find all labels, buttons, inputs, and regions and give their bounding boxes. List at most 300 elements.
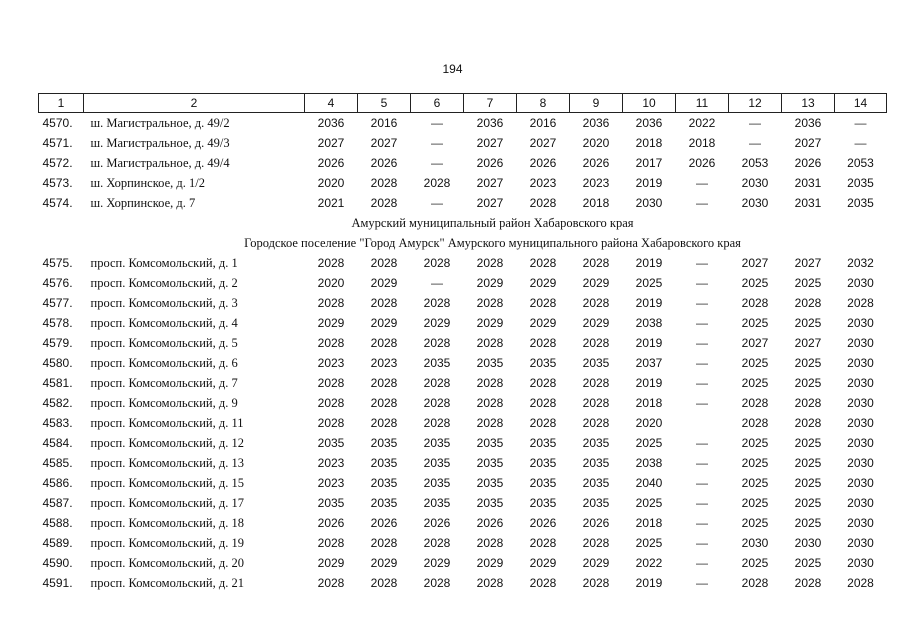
year-cell-col-8: 2028 [529,256,557,270]
year-cell-col-13: 2028 [794,416,822,430]
row-number-cell: 4584. [42,436,73,450]
year-cell-col-5: 2023 [370,356,398,370]
table-row [39,293,887,313]
table-row [39,553,887,573]
year-cell-col-6: 2028 [423,376,451,390]
column-header-2: 2 [84,94,305,113]
year-cell-col-7: 2027 [476,136,504,150]
year-cell-col-4: 2029 [317,316,345,330]
year-cell-col-14: 2030 [847,556,874,570]
year-cell-col-10: 2030 [635,196,663,210]
row-number-cell: 4587. [42,496,73,510]
year-cell-col-11: — [696,436,708,450]
table-row [39,193,887,213]
address-cell: просп. Комсомольский, д. 4 [90,315,238,330]
year-cell-col-12: — [749,136,761,150]
year-cell-col-12: 2025 [741,556,769,570]
table-row [39,333,887,353]
year-cell-col-4: 2035 [317,436,345,450]
year-cell-col-11: 2018 [688,136,716,150]
year-cell-col-6: 2028 [423,416,451,430]
year-cell-col-8: 2028 [529,536,557,550]
year-cell-col-11: — [696,556,708,570]
year-cell-col-10: 2025 [635,536,663,550]
year-cell-col-14: 2035 [847,176,874,190]
year-cell-col-11: — [696,396,708,410]
year-cell-col-4: 2020 [317,276,345,290]
year-cell-col-11: — [696,376,708,390]
year-cell-col-6: 2028 [423,296,451,310]
table-row [39,173,887,193]
row-number-cell: 4586. [42,476,73,490]
year-cell-col-10: 2038 [635,456,663,470]
year-cell-col-7: 2028 [476,536,504,550]
year-cell-col-7: 2026 [476,156,504,170]
year-cell-col-6: 2035 [423,456,451,470]
column-header-13: 13 [782,94,835,113]
year-cell-col-10: 2020 [635,416,663,430]
year-cell-col-10: 2025 [635,276,663,290]
year-cell-col-14: 2035 [847,196,874,210]
year-cell-col-4: 2026 [317,156,345,170]
year-cell-col-14: — [854,116,867,130]
year-cell-col-9: 2029 [582,556,610,570]
row-number-cell: 4571. [42,136,73,150]
year-cell-col-14: 2030 [847,456,874,470]
year-cell-col-9: 2035 [582,356,610,370]
year-cell-col-6: 2028 [423,536,451,550]
year-cell-col-14: 2030 [847,376,874,390]
year-cell-col-8: 2028 [529,576,557,590]
year-cell-col-7: 2028 [476,256,504,270]
address-cell: просп. Комсомольский, д. 20 [90,555,244,570]
year-cell-col-8: 2029 [529,276,557,290]
year-cell-col-7: 2028 [476,576,504,590]
year-cell-col-13: 2025 [794,436,822,450]
year-cell-col-6: — [431,136,443,150]
year-cell-col-9: 2028 [582,396,610,410]
year-cell-col-9: 2020 [582,136,610,150]
year-cell-col-4: 2021 [317,196,345,210]
address-cell: просп. Комсомольский, д. 13 [90,455,244,470]
row-number-cell: 4580. [42,356,73,370]
section-heading-row [39,213,887,233]
row-number-cell: 4582. [42,396,73,410]
year-cell-col-11: — [696,316,708,330]
year-cell-col-9: 2035 [582,496,610,510]
year-cell-col-6: 2035 [423,436,451,450]
year-cell-col-10: 2019 [635,576,663,590]
table-row [39,433,887,453]
year-cell-col-12: 2025 [741,376,769,390]
year-cell-col-12: 2030 [741,196,769,210]
year-cell-col-6: — [431,156,443,170]
year-cell-col-10: 2019 [635,336,663,350]
year-cell-col-7: 2035 [476,456,504,470]
year-cell-col-9: 2035 [582,476,610,490]
year-cell-col-13: 2028 [794,296,822,310]
row-number-cell: 4589. [42,536,73,550]
year-cell-col-9: 2026 [582,516,610,530]
page-number: 194 [442,62,463,76]
year-cell-col-7: 2027 [476,176,504,190]
year-cell-col-9: 2028 [582,416,610,430]
table-row [39,153,887,173]
year-cell-col-8: 2016 [529,116,557,130]
year-cell-col-11: 2022 [688,116,716,130]
table-header-row [39,94,887,113]
column-header-1: 1 [39,94,84,113]
year-cell-col-7: 2028 [476,376,504,390]
column-header-6: 6 [411,94,464,113]
year-cell-col-6: 2035 [423,356,451,370]
year-cell-col-12: 2025 [741,436,769,450]
year-cell-col-9: 2029 [582,316,610,330]
address-cell: просп. Комсомольский, д. 7 [90,375,238,390]
year-cell-col-14: 2032 [847,256,874,270]
year-cell-col-9: 2026 [582,156,610,170]
year-cell-col-4: 2026 [317,516,345,530]
table-row [39,493,887,513]
year-cell-col-9: 2028 [582,336,610,350]
year-cell-col-8: 2026 [529,156,557,170]
year-cell-col-12: 2030 [741,536,769,550]
year-cell-col-10: 2018 [635,516,663,530]
year-cell-col-14: 2030 [847,356,874,370]
table-row [39,133,887,153]
table-row [39,473,887,493]
year-cell-col-14: 2030 [847,516,874,530]
year-cell-col-10: 2040 [635,476,663,490]
year-cell-col-8: 2029 [529,556,557,570]
column-header-7: 7 [464,94,517,113]
table-row [39,353,887,373]
year-cell-col-7: 2028 [476,416,504,430]
year-cell-col-6: 2026 [423,516,451,530]
column-header-12: 12 [729,94,782,113]
year-cell-col-8: 2028 [529,376,557,390]
row-number-cell: 4573. [42,176,73,190]
year-cell-col-4: 2028 [317,336,345,350]
table-row [39,413,887,433]
address-cell: просп. Комсомольский, д. 6 [90,355,238,370]
row-number-cell: 4591. [42,576,73,590]
address-cell: просп. Комсомольский, д. 5 [90,335,238,350]
year-cell-col-10: 2017 [635,156,663,170]
table-row [39,313,887,333]
year-cell-col-6: 2029 [423,316,451,330]
year-cell-col-10: 2019 [635,176,663,190]
year-cell-col-4: 2023 [317,456,345,470]
table-row [39,393,887,413]
row-number-cell: 4574. [42,196,73,210]
year-cell-col-9: 2028 [582,256,610,270]
address-cell: просп. Комсомольский, д. 17 [90,495,244,510]
year-cell-col-8: 2028 [529,416,557,430]
year-cell-col-12: 2030 [741,176,769,190]
year-cell-col-8: 2028 [529,396,557,410]
year-cell-col-5: 2028 [370,176,398,190]
year-cell-col-13: 2025 [794,496,822,510]
year-cell-col-4: 2028 [317,536,345,550]
column-header-14: 14 [835,94,887,113]
year-cell-col-6: 2028 [423,396,451,410]
address-cell: просп. Комсомольский, д. 18 [90,515,244,530]
year-cell-col-9: 2029 [582,276,610,290]
year-cell-col-5: 2026 [370,516,398,530]
year-cell-col-14: 2028 [847,296,874,310]
year-cell-col-11: — [696,536,708,550]
year-cell-col-11: — [696,336,708,350]
table-body [39,113,887,594]
year-cell-col-14: 2030 [847,396,874,410]
year-cell-col-14: 2030 [847,336,874,350]
year-cell-col-7: 2028 [476,336,504,350]
year-cell-col-4: 2028 [317,376,345,390]
section-heading: Городское поселение "Город Амурск" Амурского муниципального района Хабаровского края [244,235,741,250]
address-cell: просп. Комсомольский, д. 11 [90,415,244,430]
year-cell-col-10: 2022 [635,556,663,570]
year-cell-col-14: 2030 [847,276,874,290]
year-cell-col-9: 2023 [582,176,610,190]
year-cell-col-10: 2019 [635,256,663,270]
year-cell-col-4: 2028 [317,396,345,410]
row-number-cell: 4588. [42,516,73,530]
address-cell: ш. Хорпинское, д. 1/2 [90,175,205,190]
row-number-cell: 4570. [42,116,73,130]
year-cell-col-11: 2026 [688,156,716,170]
row-number-cell: 4590. [42,556,73,570]
row-number-cell: 4577. [42,296,73,310]
year-cell-col-4: 2028 [317,296,345,310]
section-heading-row [39,233,887,253]
year-cell-col-14: 2053 [847,156,874,170]
year-cell-col-10: 2019 [635,376,663,390]
year-cell-col-6: 2029 [423,556,451,570]
year-cell-col-10: 2018 [635,396,663,410]
year-cell-col-13: 2027 [794,136,822,150]
year-cell-col-11: — [696,296,708,310]
address-cell: просп. Комсомольский, д. 3 [90,295,238,310]
year-cell-col-8: 2035 [529,496,557,510]
year-cell-col-8: 2035 [529,436,557,450]
year-cell-col-5: 2028 [370,396,398,410]
year-cell-col-12: 2027 [741,256,769,270]
year-cell-col-13: 2025 [794,316,822,330]
year-cell-col-13: 2028 [794,396,822,410]
year-cell-col-6: — [431,116,443,130]
year-cell-col-10: 2038 [635,316,663,330]
row-number-cell: 4575. [42,256,73,270]
year-cell-col-10: 2037 [635,356,663,370]
year-cell-col-6: 2028 [423,256,451,270]
row-number-cell: 4572. [42,156,73,170]
year-cell-col-13: 2025 [794,456,822,470]
year-cell-col-9: 2018 [582,196,610,210]
year-cell-col-12: 2025 [741,276,769,290]
year-cell-col-7: 2035 [476,356,504,370]
year-cell-col-8: 2035 [529,476,557,490]
column-header-11: 11 [676,94,729,113]
year-cell-col-5: 2028 [370,256,398,270]
year-cell-col-9: 2028 [582,376,610,390]
year-cell-col-5: 2028 [370,336,398,350]
year-cell-col-14: 2030 [847,536,874,550]
year-cell-col-7: 2028 [476,296,504,310]
year-cell-col-13: 2025 [794,556,822,570]
row-number-cell: 4583. [42,416,73,430]
year-cell-col-7: 2036 [476,116,504,130]
year-cell-col-6: 2035 [423,476,451,490]
year-cell-col-12: 2025 [741,456,769,470]
table-row [39,573,887,593]
year-cell-col-5: 2028 [370,376,398,390]
year-cell-col-8: 2026 [529,516,557,530]
year-cell-col-7: 2035 [476,436,504,450]
year-cell-col-11: — [696,576,708,590]
year-cell-col-12: 2025 [741,516,769,530]
year-cell-col-14: 2030 [847,496,874,510]
year-cell-col-13: 2025 [794,516,822,530]
year-cell-col-14: 2028 [847,576,874,590]
address-cell: ш. Магистральное, д. 49/3 [90,135,230,150]
year-cell-col-5: 2026 [370,156,398,170]
year-cell-col-7: 2035 [476,496,504,510]
year-cell-col-8: 2035 [529,356,557,370]
year-cell-col-5: 2016 [370,116,398,130]
row-number-cell: 4579. [42,336,73,350]
year-cell-col-9: 2028 [582,296,610,310]
year-cell-col-13: 2026 [794,156,822,170]
column-header-5: 5 [358,94,411,113]
year-cell-col-10: 2036 [635,116,663,130]
year-cell-col-5: 2028 [370,536,398,550]
year-cell-col-5: 2029 [370,316,398,330]
year-cell-col-4: 2028 [317,256,345,270]
year-cell-col-12: 2025 [741,496,769,510]
year-cell-col-8: 2035 [529,456,557,470]
year-cell-col-14: 2030 [847,316,874,330]
year-cell-col-5: 2028 [370,296,398,310]
year-cell-col-6: — [431,196,443,210]
section-heading: Амурский муниципальный район Хабаровского края [351,215,634,230]
schedule-table [38,93,887,593]
year-cell-col-5: 2035 [370,456,398,470]
year-cell-col-6: — [431,276,443,290]
year-cell-col-13: 2025 [794,376,822,390]
column-header-4: 4 [305,94,358,113]
year-cell-col-12: 2028 [741,576,769,590]
year-cell-col-13: 2030 [794,536,822,550]
year-cell-col-14: — [854,136,867,150]
year-cell-col-4: 2023 [317,356,345,370]
year-cell-col-5: 2028 [370,576,398,590]
year-cell-col-8: 2028 [529,336,557,350]
table-row [39,273,887,293]
year-cell-col-8: 2028 [529,196,557,210]
year-cell-col-11: — [696,516,708,530]
year-cell-col-6: 2028 [423,576,451,590]
year-cell-col-10: 2019 [635,296,663,310]
year-cell-col-7: 2028 [476,396,504,410]
year-cell-col-12: 2028 [741,296,769,310]
year-cell-col-7: 2026 [476,516,504,530]
year-cell-col-5: 2035 [370,476,398,490]
year-cell-col-13: 2031 [794,196,822,210]
year-cell-col-5: 2029 [370,276,398,290]
year-cell-col-6: 2028 [423,176,451,190]
year-cell-col-12: 2028 [741,396,769,410]
table-row [39,113,887,134]
year-cell-col-8: 2027 [529,136,557,150]
table-row [39,373,887,393]
address-cell: ш. Магистральное, д. 49/4 [90,155,230,170]
table-row [39,533,887,553]
year-cell-col-14: 2030 [847,476,874,490]
year-cell-col-7: 2029 [476,276,504,290]
year-cell-col-12: 2028 [741,416,769,430]
year-cell-col-5: 2028 [370,416,398,430]
year-cell-col-5: 2035 [370,436,398,450]
year-cell-col-11: — [696,456,708,470]
year-cell-col-4: 2020 [317,176,345,190]
table-row [39,513,887,533]
year-cell-col-10: 2025 [635,436,663,450]
year-cell-col-12: 2053 [741,156,769,170]
year-cell-col-7: 2029 [476,556,504,570]
year-cell-col-5: 2027 [370,136,398,150]
year-cell-col-12: 2025 [741,356,769,370]
address-cell: просп. Комсомольский, д. 21 [90,575,244,590]
year-cell-col-14: 2030 [847,416,874,430]
address-cell: просп. Комсомольский, д. 9 [90,395,238,410]
year-cell-col-13: 2025 [794,276,822,290]
year-cell-col-4: 2036 [317,116,345,130]
year-cell-col-7: 2035 [476,476,504,490]
year-cell-col-11: — [696,476,708,490]
address-cell: просп. Комсомольский, д. 2 [90,275,238,290]
year-cell-col-11: — [696,176,708,190]
year-cell-col-8: 2023 [529,176,557,190]
row-number-cell: 4578. [42,316,73,330]
year-cell-col-9: 2036 [582,116,610,130]
year-cell-col-13: 2027 [794,256,822,270]
year-cell-col-9: 2035 [582,436,610,450]
year-cell-col-12: — [749,116,761,130]
year-cell-col-4: 2029 [317,556,345,570]
year-cell-col-13: 2031 [794,176,822,190]
address-cell: просп. Комсомольский, д. 1 [90,255,238,270]
address-cell: просп. Комсомольский, д. 19 [90,535,244,550]
address-cell: ш. Магистральное, д. 49/2 [90,115,230,130]
column-header-9: 9 [570,94,623,113]
year-cell-col-13: 2025 [794,356,822,370]
year-cell-col-5: 2028 [370,196,398,210]
year-cell-col-11: — [696,276,708,290]
year-cell-col-8: 2029 [529,316,557,330]
year-cell-col-9: 2035 [582,456,610,470]
year-cell-col-11 [676,413,729,433]
year-cell-col-11: — [696,256,708,270]
column-header-10: 10 [623,94,676,113]
year-cell-col-5: 2035 [370,496,398,510]
year-cell-col-11: — [696,196,708,210]
row-number-cell: 4581. [42,376,73,390]
year-cell-col-4: 2028 [317,576,345,590]
year-cell-col-12: 2025 [741,316,769,330]
column-header-8: 8 [517,94,570,113]
year-cell-col-8: 2028 [529,296,557,310]
